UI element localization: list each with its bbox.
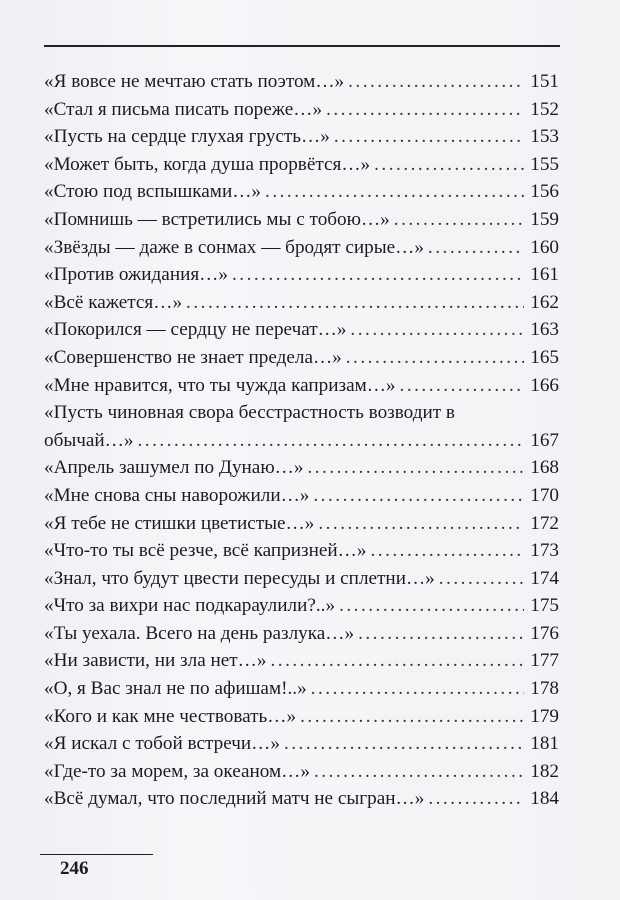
- toc-entry: [44, 123, 559, 151]
- toc-entry-page: 179: [530, 705, 559, 727]
- toc-entry-page: 159: [530, 208, 559, 230]
- toc-entry: [44, 178, 559, 206]
- dot-leader: [348, 68, 524, 96]
- toc-entry-page: 172: [530, 512, 559, 534]
- toc-entry-page: 165: [530, 346, 559, 368]
- dot-leader: [313, 482, 524, 510]
- toc-entry-title: «Пусть на сердце глухая грусть…»: [44, 126, 330, 148]
- toc-entry-title: «Знал, что будут цвести пересуды и сплетни…»: [44, 567, 435, 589]
- toc-entry-page: 153: [530, 126, 559, 148]
- toc-entry-page: 173: [530, 540, 559, 562]
- dot-leader: [439, 565, 524, 593]
- toc-entry: [44, 96, 559, 124]
- toc-entry: [44, 399, 559, 454]
- toc-entry: [44, 537, 559, 565]
- toc-entry: [44, 785, 559, 813]
- toc-entry-page: 177: [530, 650, 559, 672]
- toc-entry-page: 163: [530, 319, 559, 341]
- dot-leader: [300, 703, 524, 731]
- header-rule: [44, 45, 560, 47]
- toc-entry: [44, 592, 559, 620]
- toc-entry-title: «Кого и как мне чествовать…»: [44, 705, 297, 727]
- toc-entry-title: «Я вовсе не мечтаю стать поэтом…»: [44, 71, 345, 92]
- toc-entry-page: 170: [530, 484, 559, 506]
- toc-entry-title: «Ты уехала. Всего на день разлука…»: [44, 622, 355, 644]
- toc-entry-title: «Всё кажется…»: [44, 291, 183, 313]
- toc-entry: [44, 565, 559, 593]
- dot-leader: [428, 234, 524, 262]
- toc-entry-title: «Где-то за морем, за океаном…»: [44, 760, 310, 782]
- toc-entry: [44, 454, 559, 482]
- toc-entry: [44, 344, 559, 372]
- toc-entry: [44, 206, 559, 234]
- toc-entry-title: «Стал я письма писать пореже…»: [44, 98, 323, 120]
- dot-leader: [326, 96, 524, 124]
- toc-entry-title: «Я искал с тобой встречи…»: [44, 733, 280, 755]
- toc-entry-title: «Покорился — сердцу не перечат…»: [44, 319, 347, 341]
- dot-leader: [137, 427, 524, 455]
- toc-entry: [44, 372, 559, 400]
- dot-leader: [265, 178, 524, 206]
- table-of-contents: [44, 68, 559, 813]
- toc-entry-page: 162: [530, 291, 559, 313]
- dot-leader: [314, 758, 524, 786]
- toc-entry-title: «Что-то ты всё резче, всё капризней…»: [44, 540, 367, 562]
- dot-leader: [232, 261, 524, 289]
- toc-entry: [44, 261, 559, 289]
- toc-entry-page: 161: [530, 264, 559, 286]
- footer-rule: [40, 854, 153, 855]
- toc-entry-title: «О, я Вас знал не по афишам!..»: [44, 678, 307, 700]
- dot-leader: [339, 592, 524, 620]
- dot-leader: [428, 785, 524, 813]
- toc-entry-page: 160: [530, 236, 559, 258]
- toc-entry-page: 182: [530, 760, 559, 782]
- toc-entry-title: «Стою под вспышками…»: [44, 181, 262, 203]
- toc-entry-page: 174: [530, 567, 559, 589]
- toc-entry: [44, 647, 559, 675]
- toc-entry-page: 156: [530, 181, 559, 203]
- toc-entry: [44, 151, 559, 179]
- toc-entry-page: 181: [530, 733, 559, 755]
- dot-leader: [186, 289, 524, 317]
- toc-entry-title: «Мне снова сны наворожили…»: [44, 484, 310, 506]
- toc-entry: [44, 510, 559, 538]
- toc-entry: [44, 289, 559, 317]
- page-number: 246: [60, 858, 89, 879]
- toc-entry-page: 167: [530, 429, 559, 451]
- toc-entry-page: 168: [530, 457, 559, 479]
- dot-leader: [400, 372, 525, 400]
- dot-leader: [358, 620, 524, 648]
- toc-entry-page: 184: [530, 788, 559, 810]
- toc-entry: [44, 675, 559, 703]
- toc-entry-title: «Апрель зашумел по Дунаю…»: [44, 457, 304, 479]
- toc-entry-page: 166: [530, 374, 559, 396]
- dot-leader: [350, 316, 524, 344]
- toc-entry-page: 178: [530, 678, 559, 700]
- toc-entry-title: «Помнишь — встретились мы с тобою…»: [44, 208, 390, 230]
- toc-entry-title: «Ни зависти, ни зла нет…»: [44, 650, 267, 672]
- toc-entry: [44, 703, 559, 731]
- dot-leader: [284, 730, 524, 758]
- toc-entry-title: «Всё думал, что последний матч не сыгран…»: [44, 788, 425, 810]
- toc-entry-title: «Может быть, когда душа прорвётся…»: [44, 153, 371, 175]
- toc-entry-page: 155: [530, 153, 559, 175]
- toc-entry-page: 175: [530, 595, 559, 617]
- toc-entry-title-line1: «Пусть чиновная свора бесстрастность возводит в: [44, 402, 455, 424]
- dot-leader: [394, 206, 524, 234]
- dot-leader: [370, 537, 524, 565]
- toc-entry-title: «Я тебе не стишки цветистые…»: [44, 512, 315, 534]
- toc-entry-page: 151: [530, 71, 559, 92]
- toc-entry-title: «Звёзды — даже в сонмах — бродят сирые…»: [44, 236, 424, 258]
- toc-entry-title: «Что за вихри нас подкараулили?..»: [44, 595, 336, 617]
- dot-leader: [318, 510, 524, 538]
- toc-entry: [44, 234, 559, 262]
- dot-leader: [374, 151, 524, 179]
- toc-entry-title: «Против ожидания…»: [44, 264, 228, 286]
- toc-entry-page: 152: [530, 98, 559, 120]
- dot-leader: [270, 647, 524, 675]
- toc-entry-title: «Совершенство не знает предела…»: [44, 346, 342, 368]
- dot-leader: [307, 454, 524, 482]
- toc-entry: [44, 620, 559, 648]
- dot-leader: [334, 123, 524, 151]
- toc-entry: [44, 758, 559, 786]
- toc-entry: [44, 482, 559, 510]
- toc-entry-title-line2: обычай…»: [44, 429, 134, 451]
- toc-entry: [44, 316, 559, 344]
- toc-entry: [44, 68, 559, 96]
- dot-leader: [311, 675, 525, 703]
- toc-entry-title: «Мне нравится, что ты чужда капризам…»: [44, 374, 396, 396]
- toc-entry: [44, 730, 559, 758]
- dot-leader: [346, 344, 524, 372]
- toc-entry-page: 176: [530, 622, 559, 644]
